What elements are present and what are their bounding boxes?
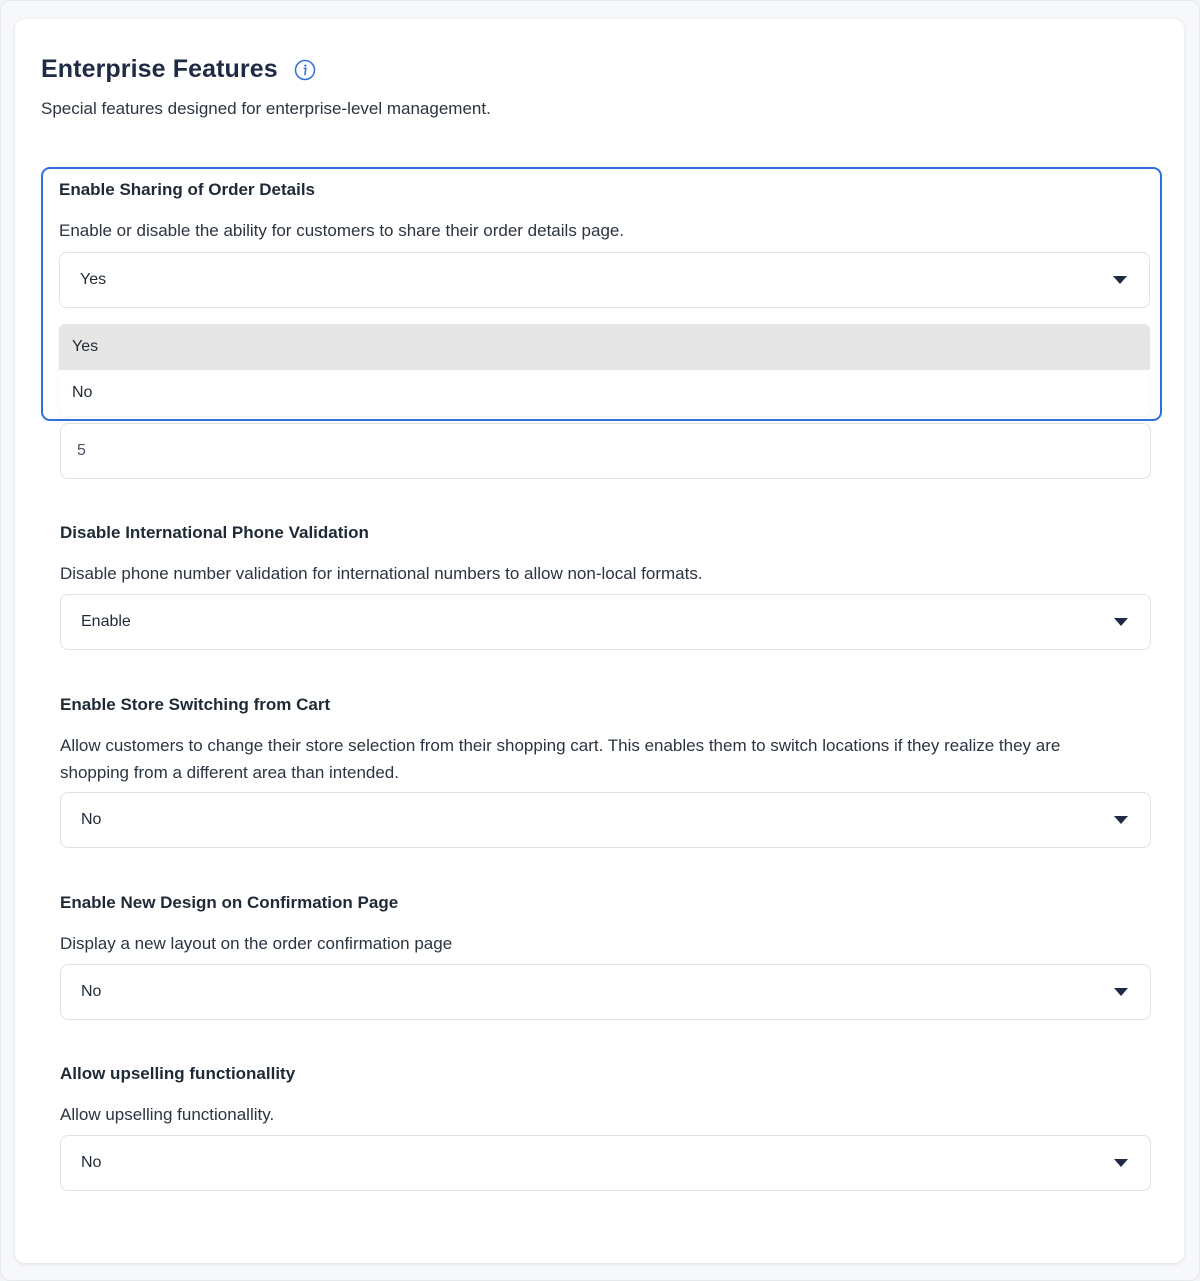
section-subtitle: Special features designed for enterprise-level management.: [41, 99, 491, 118]
phone-validation-description: Disable phone number validation for international numbers to allow non-local formats.: [60, 564, 703, 583]
confirmation-design-select-value: No: [81, 983, 102, 1000]
phone-validation-select-value: Enable: [81, 613, 131, 630]
upselling-label: Allow upselling functionallity: [60, 1064, 296, 1083]
order-sharing-select-value: Yes: [80, 271, 107, 288]
dropdown-option-yes[interactable]: Yes: [59, 324, 1150, 370]
order-sharing-select[interactable]: [59, 252, 1150, 308]
chevron-down-icon: [1114, 1159, 1128, 1167]
chevron-down-icon: [1114, 988, 1128, 996]
chevron-down-icon: [1114, 618, 1128, 626]
store-switching-description: Allow customers to change their store selection from their shopping cart. This enables them to switch locations if they realize they are shopping from a different area than intended.: [60, 736, 1061, 782]
phone-validation-select[interactable]: [60, 594, 1151, 650]
confirmation-design-select[interactable]: [60, 964, 1151, 1020]
section-header: [41, 55, 316, 84]
store-switching-label: Enable Store Switching from Cart: [60, 695, 331, 714]
confirmation-design-label: Enable New Design on Confirmation Page: [60, 893, 399, 912]
upselling-description: Allow upselling functionallity.: [60, 1105, 275, 1124]
section-title: Enterprise Features: [41, 55, 278, 83]
order-sharing-label: Enable Sharing of Order Details: [59, 180, 316, 199]
info-icon[interactable]: [294, 59, 316, 81]
dropdown-option-no[interactable]: No: [72, 384, 93, 401]
order-sharing-description: Enable or disable the ability for customers to share their order details page.: [59, 221, 625, 240]
store-switching-select[interactable]: [60, 792, 1151, 848]
order-sharing-dropdown-list: [59, 324, 1150, 416]
store-switching-select-value: No: [81, 811, 102, 828]
upselling-select-value: No: [81, 1154, 102, 1171]
phone-validation-label: Disable International Phone Validation: [60, 523, 369, 542]
order-sharing-field: [41, 167, 1162, 421]
chevron-down-icon: [1113, 276, 1127, 284]
enterprise-features-card: [15, 19, 1184, 1263]
confirmation-design-description: Display a new layout on the order confirmation page: [60, 934, 453, 953]
number-input[interactable]: [60, 423, 1151, 479]
upselling-select[interactable]: [60, 1135, 1151, 1191]
chevron-down-icon: [1114, 816, 1128, 824]
